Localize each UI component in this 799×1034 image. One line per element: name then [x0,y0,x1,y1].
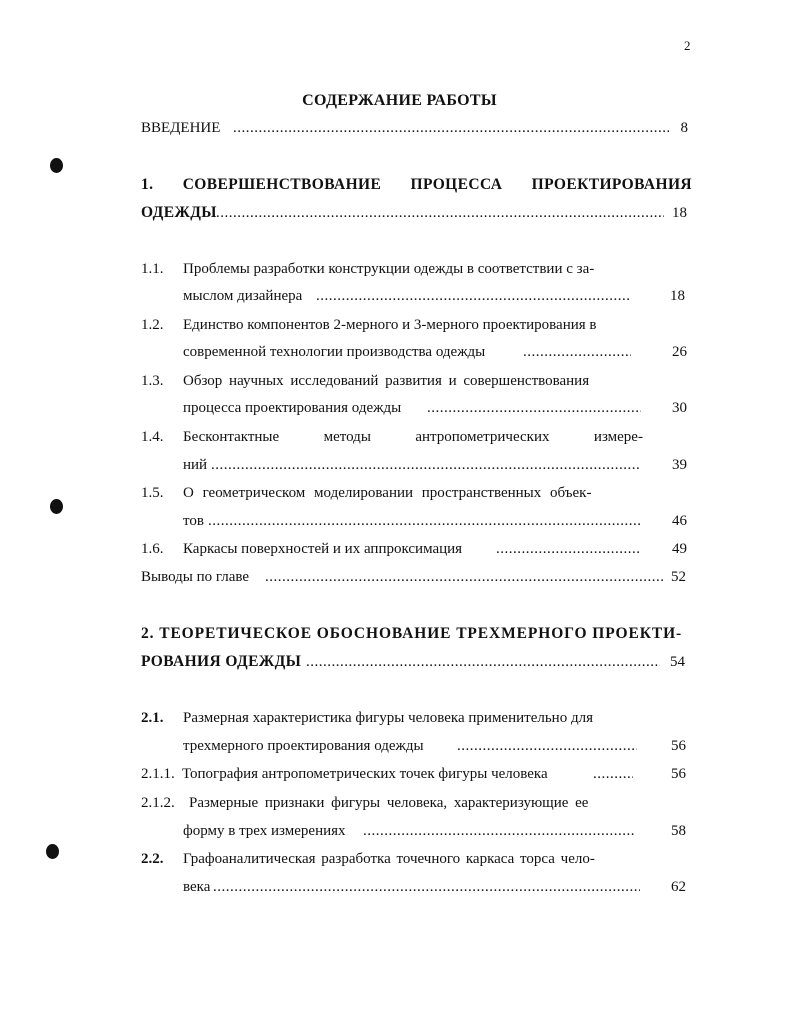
toc-section-title-cont: мыслом дизайнера [183,288,303,304]
toc-section-title: Единство компонентов 2-мерного и 3-мерного проектирования в [183,317,597,333]
page-number: 2 [684,38,691,53]
toc-section-page: 30 [672,400,687,416]
toc-section-number: 1.2. [141,317,164,333]
toc-intro-label: ВВЕДЕНИЕ [141,120,221,136]
toc-section-page: 39 [672,457,687,473]
toc-section-leader [523,343,631,361]
toc-intro-leader [233,119,669,137]
toc-section-word: методы [323,429,371,445]
binder-hole-middle [50,499,63,514]
chapter1-word: СОВЕРШЕНСТВОВАНИЕ [182,176,382,193]
chapter1-word: ПРОЦЕССА [410,176,503,193]
page-title: СОДЕРЖАНИЕ РАБОТЫ [302,92,497,109]
toc-section-word: Бесконтактные [183,429,280,445]
toc-section-number: 2.2. [141,851,164,867]
toc-section-leader [427,399,641,417]
toc-section-word: измере- [593,429,643,445]
toc-subsection-leader [593,765,633,783]
toc-section-leader [211,456,641,474]
toc-subsection-leader [363,822,635,840]
toc-subsection-title: Топография антропометрических точек фигуры человека [182,766,548,782]
toc-section-leader [208,512,641,530]
binder-hole-bottom [46,844,59,859]
toc-section-page: 62 [671,879,686,895]
toc-subsection-number: 2.1.1. [141,766,175,782]
toc-section-word: антропометрических [415,429,550,445]
toc-subsection-title: Размерные признаки фигуры человека, характеризующие ее [189,795,589,811]
toc-subsection-number: 2.1.2. [141,795,175,811]
toc-chapter2-heading: 2. ТЕОРЕТИЧЕСКОЕ ОБОСНОВАНИЕ ТРЕХМЕРНОГО ПРОЕКТИ- [141,625,683,642]
toc-subsection-title-cont: форму в трех измерениях [183,823,346,839]
chapter1-number: 1. [141,176,154,193]
toc-section-page: 26 [672,344,687,360]
toc-section-title: Обзор научных исследований развития и совершенствования [183,373,590,389]
toc-chapter2-page: 54 [670,654,685,670]
toc-section-title [183,428,643,446]
toc-section-title-cont: процесса проектирования одежды [183,400,402,416]
toc-conclusions-leader [265,568,663,586]
toc-section-leader [213,878,640,896]
toc-subsection-page: 58 [671,823,686,839]
toc-chapter1-leader [216,204,664,222]
toc-section-title: Графоаналитическая разработка точечного каркаса торса чело- [183,851,595,867]
toc-section-number: 1.4. [141,429,164,445]
toc-section-leader [496,540,641,558]
toc-section-number: 2.1. [141,710,164,726]
toc-section-page: 18 [670,288,685,304]
toc-section-title-cont: трехмерного проектирования одежды [183,738,424,754]
toc-chapter1-heading [141,176,692,194]
toc-section-leader [316,287,631,305]
toc-section-number: 1.3. [141,373,164,389]
toc-conclusions-page: 52 [671,569,686,585]
toc-subsection-page: 56 [671,766,686,782]
toc-section-page: 56 [671,738,686,754]
toc-chapter1-line2: ОДЕЖДЫ [141,204,217,221]
toc-section-title: Каркасы поверхностей и их аппроксимация [183,541,463,557]
toc-section-title: Размерная характеристика фигуры человека применительно для [183,710,593,726]
toc-section-page: 46 [672,513,687,529]
chapter1-word: ПРОЕКТИРОВАНИЯ [531,176,692,193]
binder-hole-top [50,158,63,173]
toc-intro-page: 8 [680,120,688,136]
toc-section-number: 1.1. [141,261,164,277]
toc-section-title-cont: тов [183,513,204,529]
toc-section-title-cont: века [183,879,211,895]
toc-conclusions-label: Выводы по главе [141,569,250,585]
toc-section-title: О геометрическом моделировании пространственных объек- [183,485,592,501]
toc-section-number: 1.6. [141,541,164,557]
toc-chapter1-page: 18 [672,205,687,221]
toc-section-number: 1.5. [141,485,164,501]
toc-section-title-cont: современной технологии производства одежды [183,344,486,360]
toc-section-title: Проблемы разработки конструкции одежды в соответствии с за- [183,261,595,277]
toc-section-leader [457,737,637,755]
toc-chapter2-line2: РОВАНИЯ ОДЕЖДЫ [141,653,302,670]
toc-section-title-cont: ний [183,457,208,473]
toc-chapter2-leader [306,653,660,671]
toc-section-page: 49 [672,541,687,557]
